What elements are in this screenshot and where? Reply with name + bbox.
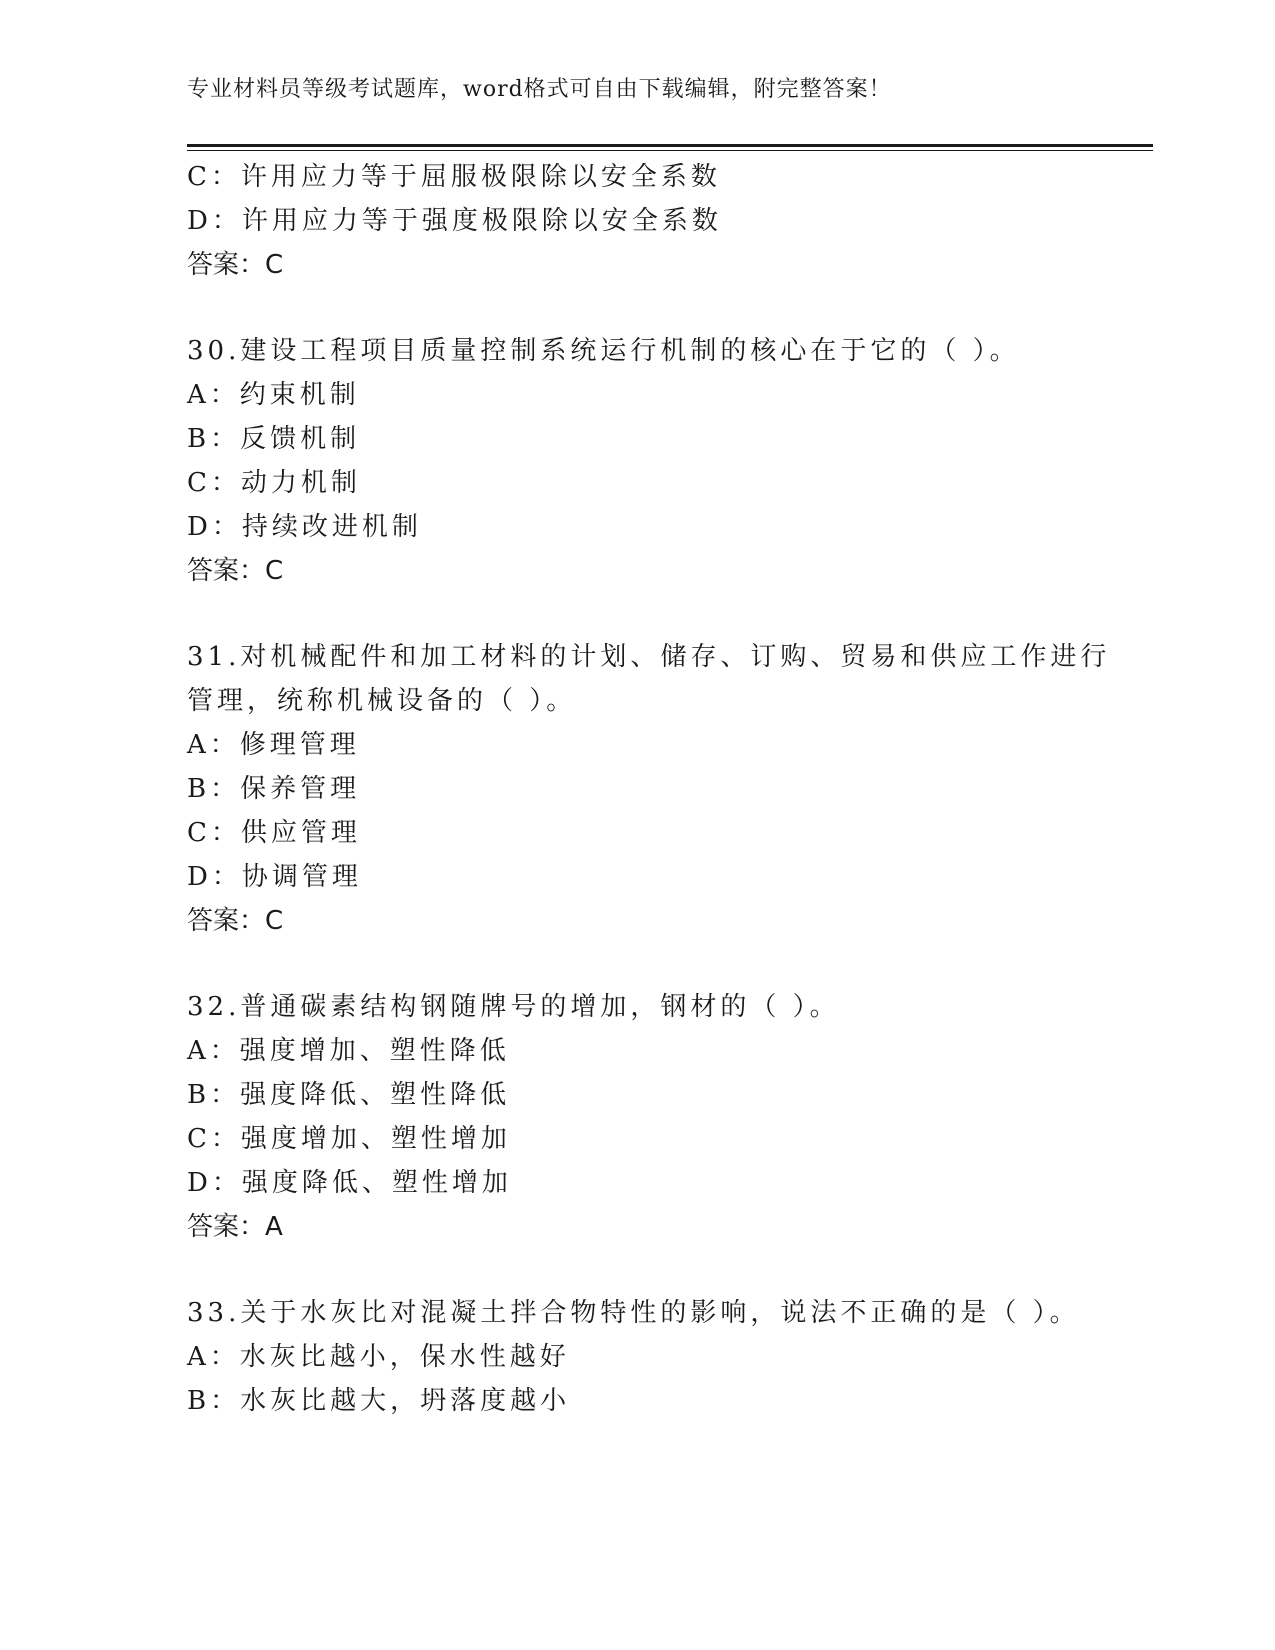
question-stem: 31.对机械配件和加工材料的计划、储存、订购、贸易和供应工作进行	[187, 642, 1111, 672]
option-line: A：水灰比越小，保水性越好	[187, 1342, 570, 1372]
question-stem-cont: 管理，统称机械设备的（ ）。	[187, 686, 577, 716]
option-line: C：供应管理	[187, 818, 361, 848]
option-line: D：持续改进机制	[187, 512, 422, 542]
option-line: A：修理管理	[187, 730, 360, 760]
answer-line: 答案：C	[187, 906, 284, 936]
question-stem: 32.普通碳素结构钢随牌号的增加，钢材的（ ）。	[187, 992, 840, 1022]
option-line: B：保养管理	[187, 774, 361, 804]
answer-line: 答案：C	[187, 556, 284, 586]
answer-line: 答案：C	[187, 250, 284, 280]
option-line: B：强度降低、塑性降低	[187, 1080, 511, 1110]
option-line: B：水灰比越大，坍落度越小	[187, 1386, 571, 1416]
option-line: A：约束机制	[187, 380, 360, 410]
answer-line: 答案：A	[187, 1212, 283, 1242]
header-rule-thick	[187, 144, 1153, 147]
option-line: D：协调管理	[187, 862, 362, 892]
page-header: 专业材料员等级考试题库，word格式可自由下载编辑，附完整答案！	[187, 77, 892, 102]
option-line: D：强度降低、塑性增加	[187, 1168, 512, 1198]
option-line: D：许用应力等于强度极限除以安全系数	[187, 206, 722, 236]
option-line: B：反馈机制	[187, 424, 361, 454]
question-stem: 30.建设工程项目质量控制系统运行机制的核心在于它的（ ）。	[187, 336, 1020, 366]
option-line: C：动力机制	[187, 468, 361, 498]
option-line: A：强度增加、塑性降低	[187, 1036, 510, 1066]
option-line: C：许用应力等于屈服极限除以安全系数	[187, 162, 721, 192]
option-line: C：强度增加、塑性增加	[187, 1124, 511, 1154]
question-stem: 33.关于水灰比对混凝土拌合物特性的影响，说法不正确的是（ ）。	[187, 1298, 1080, 1328]
header-rule-thin	[187, 150, 1153, 151]
